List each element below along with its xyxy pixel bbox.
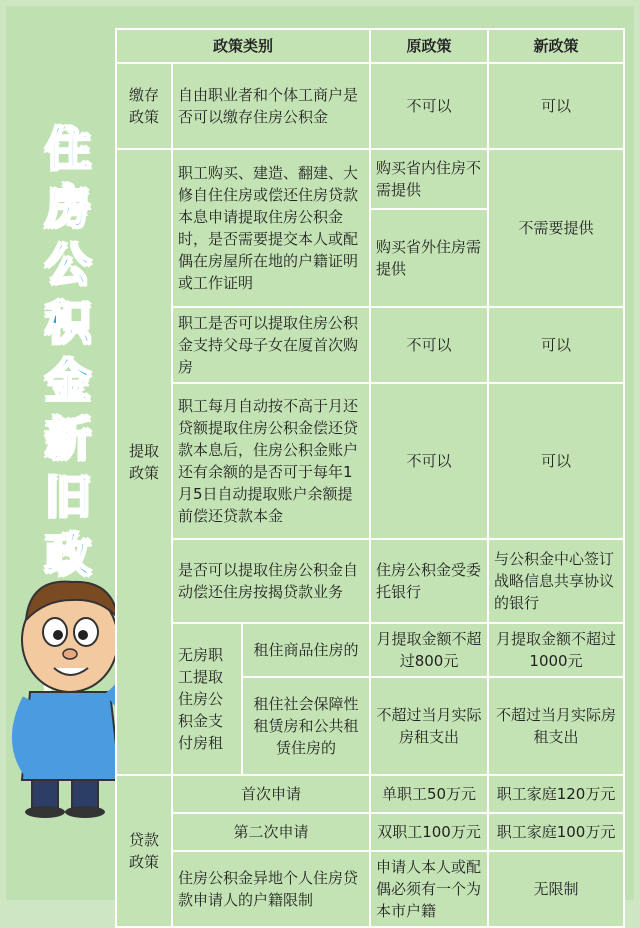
title-char: 旧 [45,470,91,524]
header-category: 政策类别 [116,29,370,63]
row-item: 自由职业者和个体工商户是否可以缴存住房公积金 [172,63,370,149]
row-old: 住房公积金受委托银行 [370,539,488,623]
row-item: 住房公积金异地个人住房贷款申请人的户籍限制 [172,851,370,927]
row-item: 职工是否可以提取住房公积金支持父母子女在厦首次购房 [172,307,370,383]
row-old: 购买省内住房不需提供 [370,149,488,209]
row-item: 职工每月自动按不高于月还贷额提取住房公积金偿还贷款本息后，住房公积金账户还有余额的是否可于每年1月5日自动提取账户余额提前偿还贷款本金 [172,383,370,539]
section-deposit: 缴存 政策 [116,63,172,149]
table-row [116,623,624,677]
row-old: 双职工100万元 [370,813,488,851]
row-old: 不可以 [370,63,488,149]
row-old: 单职工50万元 [370,775,488,813]
title-char: 房 [45,180,91,234]
row-group: 无房职工提取住房公积金支付房租 [172,623,242,775]
row-old: 购买省外住房需提供 [370,209,488,307]
row-old: 月提取金额不超过800元 [370,623,488,677]
row-new: 无限制 [488,851,624,927]
table-row [116,149,624,209]
header-new-policy: 新政策 [488,29,624,63]
row-new: 不超过当月实际房租支出 [488,677,624,775]
row-old: 不可以 [370,383,488,539]
section-withdraw: 提取 政策 [116,149,172,775]
table-row [116,307,624,383]
title-char: 新 [45,412,91,466]
section-loan: 贷款 政策 [116,775,172,927]
row-new: 职工家庭120万元 [488,775,624,813]
row-item: 第二次申请 [172,813,370,851]
row-old: 不可以 [370,307,488,383]
row-new: 可以 [488,307,624,383]
title-char: 公 [45,238,91,292]
row-new: 月提取金额不超过1000元 [488,623,624,677]
row-subitem: 租住商品住房的 [242,623,370,677]
row-item: 是否可以提取住房公积金自动偿还住房按揭贷款业务 [172,539,370,623]
row-new: 可以 [488,383,624,539]
title-char: 政 [45,528,91,582]
row-old: 申请人本人或配偶必须有一个为本市户籍 [370,851,488,927]
row-item: 职工购买、建造、翻建、大修自住住房或偿还住房贷款本息申请提取住房公积金时，是否需要提交本人或配偶在房屋所在地的户籍证明或工作证明 [172,149,370,307]
table-header-row [116,29,624,63]
row-item: 首次申请 [172,775,370,813]
row-subitem: 租住社会保障性租赁房和公共租赁住房的 [242,677,370,775]
table-row [116,851,624,927]
header-old-policy: 原政策 [370,29,488,63]
row-new: 不需要提供 [488,149,624,307]
row-new: 职工家庭100万元 [488,813,624,851]
title-char: 积 [45,296,91,350]
table-row [116,813,624,851]
table-row [116,63,624,149]
row-old: 不超过当月实际房租支出 [370,677,488,775]
policy-comparison-table [115,28,625,928]
title-char: 住 [45,122,91,176]
title-char: 金 [45,354,91,408]
row-new: 可以 [488,63,624,149]
table-row [116,775,624,813]
table-row [116,383,624,539]
row-new: 与公积金中心签订战略信息共享协议的银行 [488,539,624,623]
table-row [116,539,624,623]
